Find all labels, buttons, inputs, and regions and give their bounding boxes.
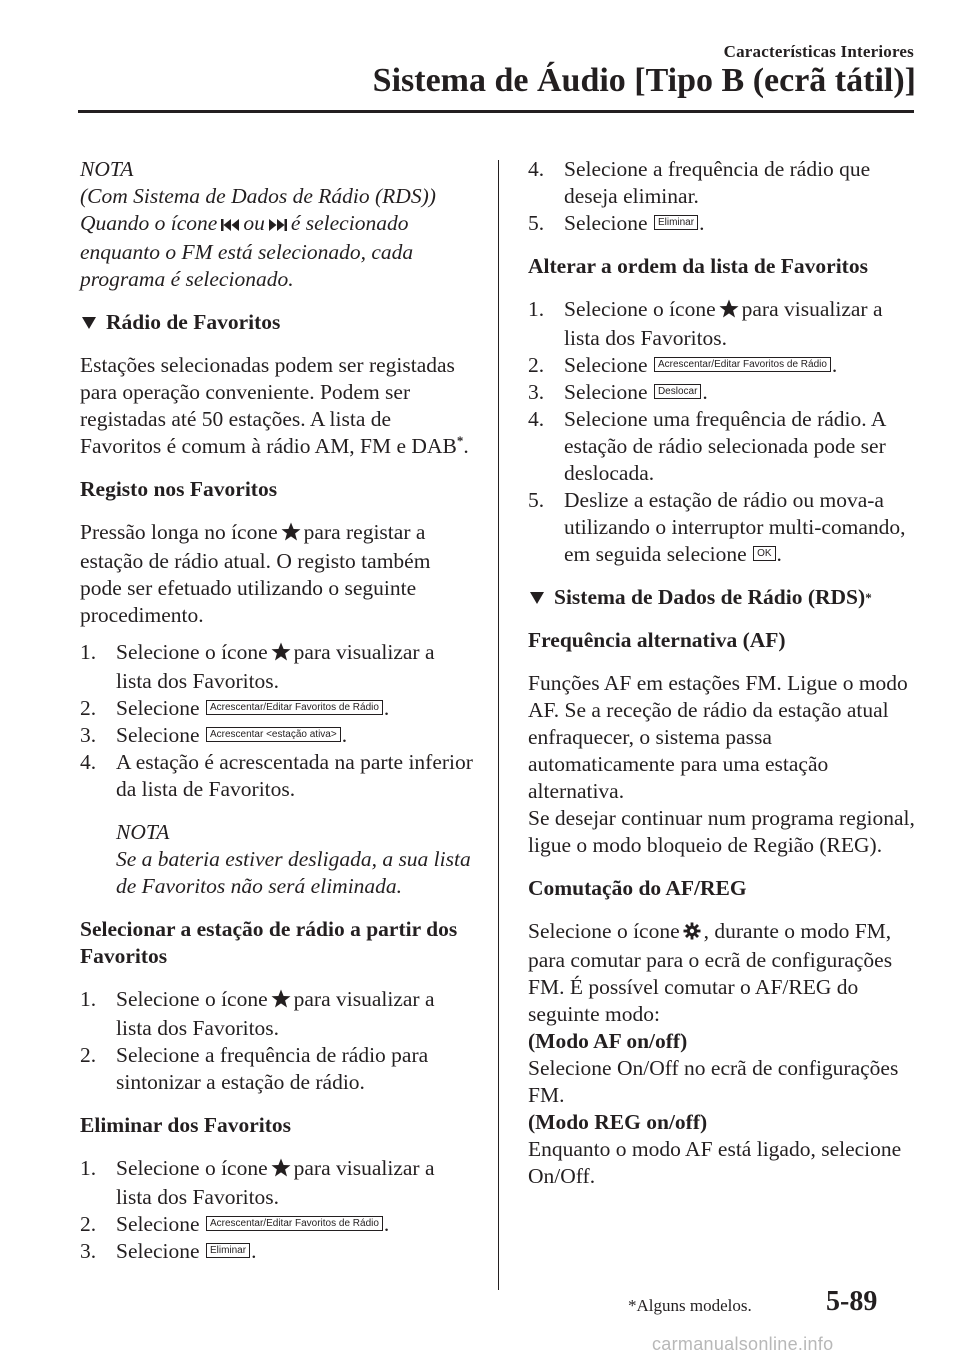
list-item: 2. Selecione Acrescentar/Editar Favoritos de Rádio . (80, 1212, 390, 1236)
star-icon (281, 521, 301, 548)
add-edit-favorites-button: Acrescentar/Editar Favoritos de Rádio (206, 700, 383, 715)
favorites-intro: Estações selecionadas podem ser registadas para operação conveniente. Podem ser registadas até 50 estações. A lista de Favoritos é comum à rádio AM, FM e DAB*. (80, 353, 469, 458)
select-steps (80, 986, 474, 1096)
delete-button: Eliminar (654, 215, 698, 230)
register-body: Pressão longa no ícone para registar a estação de rádio atual. O registo também pode ser efetuado utilizando o seguinte procedimento. (80, 520, 431, 627)
list-item: 4. Selecione uma frequência de rádio. A estação de rádio selecionada pode ser deslocada. (528, 407, 886, 485)
nested-note: NOTA Se a bateria estiver desligada, a sua lista de Favoritos não será eliminada. (116, 820, 471, 898)
subheading-select: Selecionar a estação de rádio a partir dos Favoritos (80, 917, 458, 968)
footnote: *Alguns modelos. (628, 1296, 752, 1315)
star-icon (271, 641, 291, 668)
section-heading-favorites: Rádio de Favoritos (80, 309, 474, 336)
triangle-bullet-icon (530, 592, 544, 604)
list-item: 4. Selecione a frequência de rádio que deseja eliminar. (528, 157, 871, 208)
delete-steps-continued (528, 156, 922, 237)
skip-forward-icon (268, 212, 288, 239)
column-divider (498, 160, 499, 1290)
list-item: 4. A estação é acrescentada na parte inferior da lista de Favoritos. (80, 750, 473, 801)
star-icon (271, 988, 291, 1015)
af-body-regional: Se desejar continuar num programa regional, ligue o modo bloqueio de Região (REG). (528, 806, 915, 857)
af-mode-heading: (Modo AF on/off) (528, 1029, 688, 1053)
add-edit-favorites-button: Acrescentar/Editar Favoritos de Rádio (206, 1216, 383, 1231)
list-item: 1. Selecione o ícone para visualizar a lista dos Favoritos. (528, 297, 883, 350)
running-header-section: Características Interiores (723, 42, 914, 61)
section-heading-rds: Sistema de Dados de Rádio (RDS) * (528, 584, 922, 611)
list-item: 1. Selecione o ícone para visualizar a lista dos Favoritos. (80, 1156, 435, 1209)
subheading-reorder: Alterar a ordem da lista de Favoritos (528, 254, 868, 278)
watermark: carmanualsonline.info (652, 1334, 834, 1354)
page-number: 5-89 (826, 1286, 878, 1317)
af-body: Funções AF em estações FM. Ligue o modo AF. Se a receção de rádio da estação atual enfraquecer, o sistema passa automaticamente para uma estação alternativa. (528, 671, 908, 803)
note-heading: (Com Sistema de Dados de Rádio (RDS)) (80, 184, 436, 208)
left-column (80, 156, 474, 1265)
list-item: 5. Selecione Eliminar . (528, 211, 705, 235)
delete-button: Eliminar (206, 1243, 250, 1258)
af-mode-body: Selecione On/Off no ecrã de configurações FM. (528, 1056, 899, 1107)
list-item: 5. Deslize a estação de rádio ou mova-a utilizando o interruptor multi-comando, em seguida selecione OK . (528, 488, 906, 566)
subheading-af-reg-switch: Comutação do AF/REG (528, 876, 747, 900)
reg-mode-body: Enquanto o modo AF está ligado, selecione On/Off. (528, 1137, 902, 1188)
star-icon (719, 298, 739, 325)
star-icon (271, 1157, 291, 1184)
reg-mode-heading: (Modo REG on/off) (528, 1110, 708, 1134)
add-active-station-button: Acrescentar <estação ativa> (206, 727, 341, 742)
gear-icon (683, 920, 701, 947)
af-reg-switch-body: Selecione o ícone , durante o modo FM, para comutar para o ecrã de configurações FM. É possível comutar o AF/REG do seguinte modo: (528, 919, 893, 1026)
list-item: 3. Selecione Acrescentar <estação ativa> . (80, 723, 348, 747)
list-item: 3. Selecione Eliminar . (80, 1239, 257, 1263)
delete-steps (80, 1155, 474, 1265)
subheading-af: Frequência alternativa (AF) (528, 628, 786, 652)
list-item: 2. Selecione a frequência de rádio para sintonizar a estação de rádio. (80, 1043, 429, 1094)
page-title: Sistema de Áudio [Tipo B (ecrã tátil)] (372, 62, 916, 99)
register-steps (80, 639, 474, 803)
subheading-register: Registo nos Favoritos (80, 477, 278, 501)
reorder-steps (528, 296, 922, 568)
move-button: Deslocar (654, 384, 701, 399)
note-body: Quando o ícone ou é selecionado enquanto o FM está selecionado, cada programa é selecionado. (80, 211, 414, 291)
note-label: NOTA (80, 157, 134, 181)
add-edit-favorites-button: Acrescentar/Editar Favoritos de Rádio (654, 357, 831, 372)
list-item: 1. Selecione o ícone para visualizar a lista dos Favoritos. (80, 987, 435, 1040)
right-column (528, 156, 922, 1190)
triangle-bullet-icon (82, 317, 96, 329)
skip-back-icon (220, 212, 240, 239)
list-item: 2. Selecione Acrescentar/Editar Favoritos de Rádio . (528, 353, 838, 377)
header-rule (78, 110, 914, 113)
subheading-delete: Eliminar dos Favoritos (80, 1113, 292, 1137)
list-item: 2. Selecione Acrescentar/Editar Favoritos de Rádio . (80, 696, 390, 720)
list-item: 1. Selecione o ícone para visualizar a lista dos Favoritos. (80, 640, 435, 693)
list-item: 3. Selecione Deslocar . (528, 380, 708, 404)
ok-button: OK (753, 546, 775, 561)
